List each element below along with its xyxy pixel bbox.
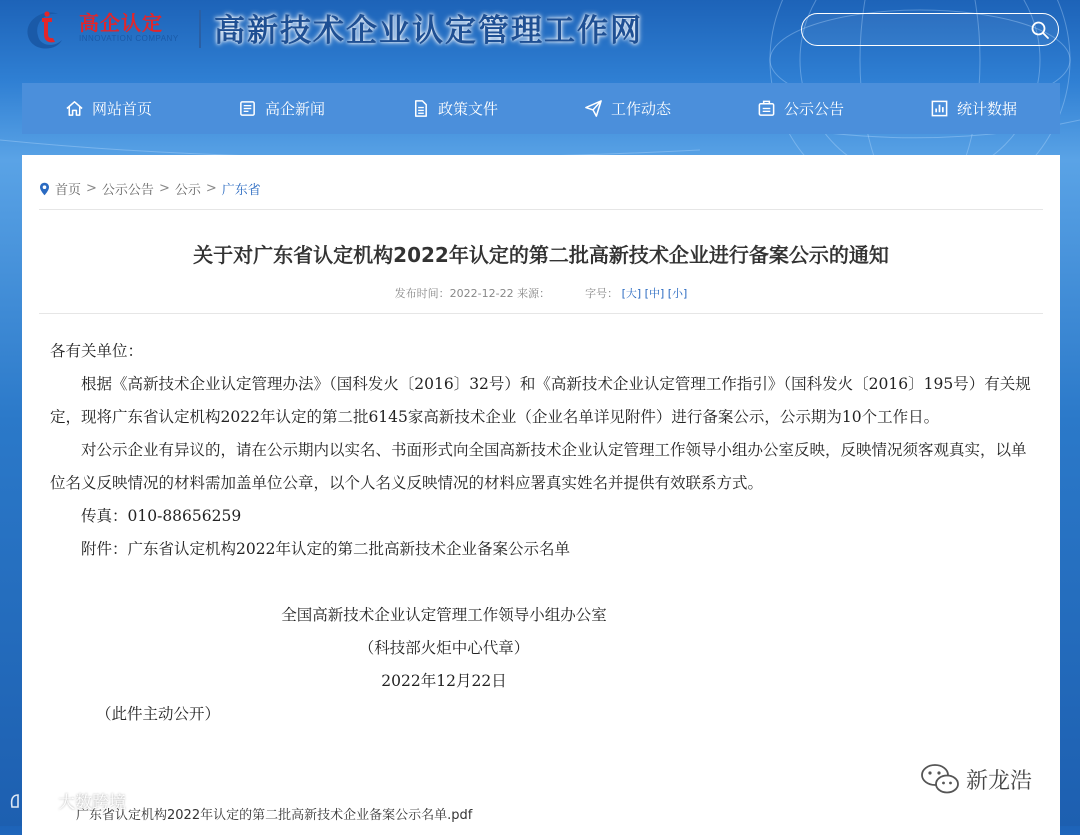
nav-label: 统计数据 [956,100,1017,118]
paragraph: 根据《高新技术企业认定管理办法》（国科发火〔2016〕32号）和《高新技术企业认定管理工作指引》（国科发火〔2016〕195号）有关规定，现将广东省认定机构2022年认定的第二批6145家高新技术企业（企业名单详见附件）进行备案公示，公示期为10个工作日。 [50,375,1031,426]
nav-label: 工作动态 [610,100,671,118]
location-pin-icon [39,182,50,196]
attachment-download-link[interactable]: 广东省认定机构2022年认定的第二批高新技术企业备案公示名单.pdf [76,808,473,823]
article-body [50,335,1036,731]
logo-divider [199,10,201,48]
breadcrumb-announcements[interactable]: 公示公告 [101,183,154,198]
nav-label: 高企新闻 [264,100,325,118]
news-icon [238,99,257,118]
nav-label: 政策文件 [437,100,498,118]
announcement-icon [757,99,776,118]
signature-org: 全国高新技术企业认定管理工作领导小组办公室 [281,606,607,624]
nav-item-work-updates[interactable] [541,83,714,134]
spacer [50,566,1036,599]
font-size-large[interactable]: [大] [621,287,642,300]
site-header [0,0,1080,80]
publish-info: 发布时间：2022-12-22 来源： [394,287,551,300]
watermark-right-text: 新龙浩 [966,768,1033,794]
nav-item-announcements[interactable] [714,83,887,134]
breadcrumb-current[interactable]: 广东省 [221,183,261,198]
breadcrumb-separator: > [158,181,170,196]
nav-item-statistics[interactable] [887,83,1060,134]
watermark-left-text: 大数跨境 [58,793,126,813]
nav-item-policy[interactable] [368,83,541,134]
fax-line: 传真：010-88656259 [81,507,242,525]
public-note: （此件主动公开） [96,705,221,723]
breadcrumb-public-notice[interactable]: 公示 [174,183,201,198]
logo-icon[interactable] [22,6,72,54]
breadcrumb-separator: > [86,181,97,196]
breadcrumb-separator: > [205,181,217,196]
logo-subtext: INNOVATION COMPANY [79,34,179,43]
watermark-left [8,788,126,813]
search-box[interactable] [801,13,1059,46]
chart-icon [930,99,949,118]
nav-label: 网站首页 [91,100,152,118]
salutation: 各有关单位： [50,342,144,360]
logo-text: 高企认定 [79,11,163,35]
signature-sub: （科技部火炬中心代章） [358,639,530,657]
article-meta [22,285,1060,301]
content-panel [22,155,1060,835]
main-nav [22,83,1060,134]
nav-label: 公示公告 [783,100,844,118]
home-icon [65,99,84,118]
divider [39,313,1043,314]
document-icon [411,99,430,118]
nav-item-news[interactable] [195,83,368,134]
breadcrumb [39,179,261,198]
wechat-icon [920,762,960,796]
watermark-right [920,762,1032,796]
font-size-medium[interactable]: [中] [644,287,665,300]
attachment-line: 附件：广东省认定机构2022年认定的第二批高新技术企业备案公示名单 [81,540,570,558]
divider [39,209,1043,210]
article-title: 关于对广东省认定机构2022年认定的第二批高新技术企业进行备案公示的通知 [193,243,889,267]
search-input[interactable] [816,19,1020,43]
paragraph: 对公示企业有异议的，请在公示期内以实名、书面形式向全国高新技术企业认定管理工作领导小组办公室反映，反映情况须客观真实，以单位名义反映情况的材料需加盖单位公章，以个人名义反映情况的材料应署真实姓名并提供有效联系方式。 [50,441,1027,492]
search-icon[interactable] [1030,20,1050,40]
nav-item-home[interactable] [22,83,195,134]
font-size-small[interactable]: [小] [667,287,688,300]
signature-date: 2022年12月22日 [381,672,507,690]
paper-plane-icon [584,99,603,118]
watermark-logo-icon [8,789,52,813]
breadcrumb-home[interactable]: 首页 [55,183,82,198]
font-size-label: 字号： [585,287,619,300]
site-title[interactable]: 高新技术企业认定管理工作网 [214,13,643,49]
